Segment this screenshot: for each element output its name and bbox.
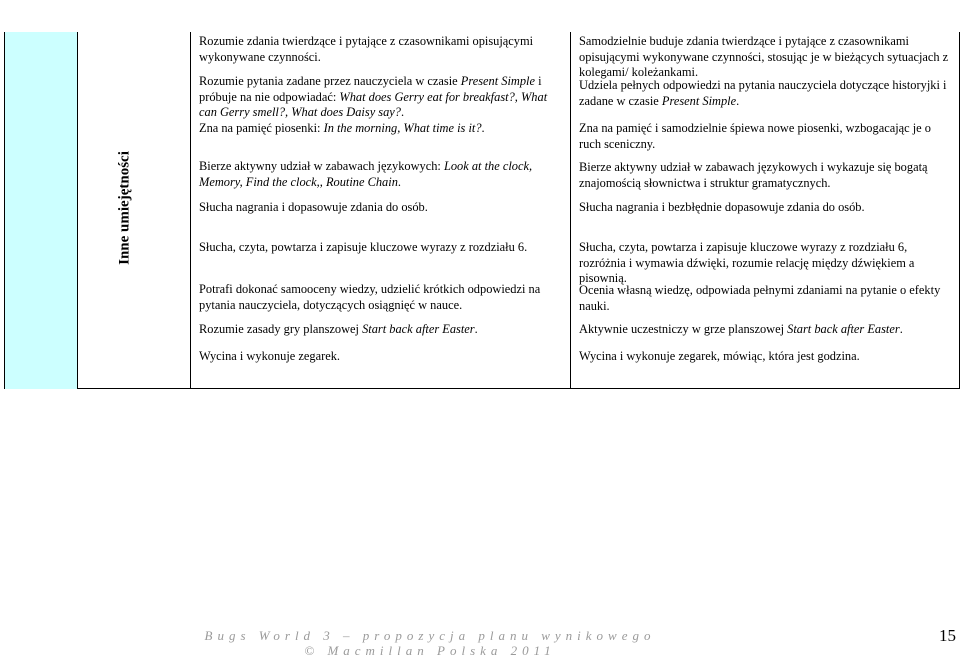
extended-entry-1: Samodzielnie buduje zdania twierdzące i pytające z czasownikami opisującymi wykonywane czynności, stosując je w bieżących sytuacjach z kolegami/ koleżankami.	[579, 34, 949, 79]
basic-entry-9: Wycina i wykonuje zegarek.	[199, 349, 340, 363]
extended-entry-2: Udziela pełnych odpowiedzi na pytania nauczyciela dotyczące historyjki i zadane w czasie Present Simple.	[579, 78, 947, 108]
extended-entry-6: Słucha, czyta, powtarza i zapisuje kluczowe wyrazy z rozdziału 6, rozróżnia i wymawia dźwięki, rozumie relację między dźwiękiem a pisownią.	[579, 240, 915, 285]
section-label: Inne umiejętności	[116, 151, 133, 265]
page-number: 15	[939, 626, 956, 645]
basic-entry-1: Rozumie zdania twierdzące i pytające z czasownikami opisującymi wykonywane czynności.	[199, 34, 534, 64]
basic-entry-5: Słucha nagrania i dopasowuje zdania do osób.	[199, 200, 428, 214]
footer-copyright: © Macmillan Polska 2011	[304, 643, 556, 658]
basic-requirements-column	[191, 32, 571, 389]
basic-entry-6: Słucha, czyta, powtarza i zapisuje kluczowe wyrazy z rozdziału 6.	[199, 240, 528, 254]
skills-table	[4, 32, 960, 389]
basic-entry-8: Rozumie zasady gry planszowej Start back after Easter.	[199, 322, 478, 336]
extended-requirements-column	[571, 32, 960, 389]
basic-entry-7: Potrafi dokonać samooceny wiedzy, udzielić krótkich odpowiedzi na pytania nauczyciela, dotyczących osiągnięć w nauce.	[199, 282, 541, 312]
basic-entry-2: Rozumie pytania zadane przez nauczyciela w czasie Present Simple i próbuje na nie odpowiadać: What does Gerry eat for breakfast?, What can Gerry smell?, What does Daisy say?.	[199, 74, 548, 119]
basic-entry-3: Zna na pamięć piosenki: In the morning, What time is it?.	[199, 121, 485, 135]
extended-entry-4: Bierze aktywny udział w zabawach językowych i wykazuje się bogatą znajomością słownictwa i struktur gramatycznych.	[579, 160, 928, 190]
basic-entry-4: Bierze aktywny udział w zabawach językowych: Look at the clock, Memory, Find the clock,, Routine Chain.	[199, 159, 533, 189]
extended-entry-5: Słucha nagrania i bezbłędnie dopasowuje zdania do osób.	[579, 200, 865, 214]
footer-title: Bugs World 3 – propozycja planu wynikowego	[204, 628, 656, 643]
section-label-cell	[78, 32, 191, 389]
extended-entry-7: Ocenia własną wiedzę, odpowiada pełnymi zdaniami na pytanie o efekty nauki.	[579, 283, 941, 313]
extended-entry-3: Zna na pamięć i samodzielnie śpiewa nowe piosenki, wzbogacając je o ruch sceniczny.	[579, 121, 931, 151]
table-first-column	[4, 32, 78, 389]
extended-entry-8: Aktywnie uczestniczy w grze planszowej Start back after Easter.	[579, 322, 903, 336]
extended-entry-9: Wycina i wykonuje zegarek, mówiąc, która jest godzina.	[579, 349, 860, 363]
